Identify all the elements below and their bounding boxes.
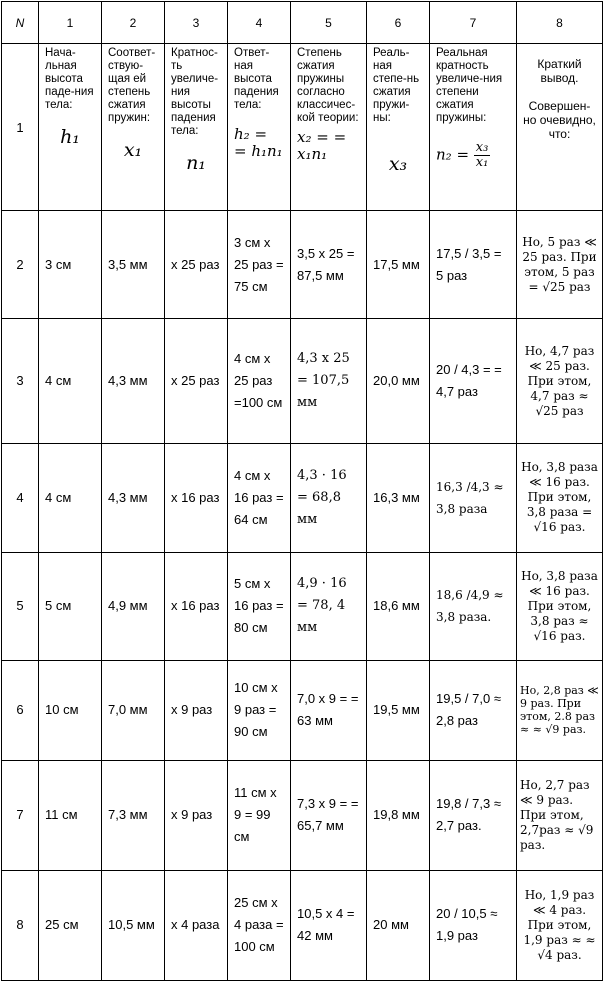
col-number-n: N: [2, 2, 39, 44]
cell-h2: 3 см х 25 раз = 75 см: [228, 211, 291, 319]
table-row: [2, 660, 603, 760]
header-symbol: x₂ = = x₁n₁: [297, 128, 347, 164]
header-text-2: Совершен-но очевидно, что:: [523, 99, 596, 142]
cell-x2: 4,9 · 16 = 78, 4 мм: [291, 552, 367, 660]
cell-h1: 3 см: [39, 211, 102, 319]
cell-n1: х 4 раза: [165, 870, 228, 980]
cell-x3: 20 мм: [367, 870, 430, 980]
cell-x1: 7,3 мм: [102, 760, 165, 870]
col-number-4: 4: [228, 2, 291, 44]
cell-h1: 11 см: [39, 760, 102, 870]
cell-n1: х 9 раз: [165, 760, 228, 870]
cell-x3: 20,0 мм: [367, 319, 430, 444]
header-initial-height: [39, 44, 102, 211]
cell-n1: х 9 раз: [165, 660, 228, 760]
cell-conclusion: Но, 5 раз ≪ 25 раз. При этом, 5 раз = √25 раз: [517, 211, 603, 319]
cell-x2: 4,3 · 16 = 68,8 мм: [291, 444, 367, 552]
header-text: Степень сжатия пружины согласно классичес-кой теории:: [297, 47, 359, 125]
cell-x2: 7,3 х 9 = = 65,7 мм: [291, 760, 367, 870]
cell-conclusion: Но, 3,8 раза ≪ 16 раз. При этом, 3,8 раза = √16 раз.: [517, 444, 603, 552]
data-table: [1, 1, 603, 981]
cell-n1: х 16 раз: [165, 552, 228, 660]
col-number-1: 1: [39, 2, 102, 44]
col-number-2: 2: [102, 2, 165, 44]
cell-x3: 19,5 мм: [367, 660, 430, 760]
row-index: 8: [2, 870, 39, 980]
fraction-numerator: x₃: [475, 140, 489, 156]
cell-h1: 5 см: [39, 552, 102, 660]
cell-x2: 7,0 х 9 = = 63 мм: [291, 660, 367, 760]
header-text: Нача-льная высота паде-ния тела:: [45, 47, 94, 112]
cell-n2: 20 / 10,5 ≈ 1,9 раз: [430, 870, 517, 980]
cell-x2: 4,3 х 25 = 107,5 мм: [291, 319, 367, 444]
cell-conclusion: Но, 3,8 раза ≪ 16 раз. При этом, 3,8 раз ≈ √16 раз.: [517, 552, 603, 660]
table-row: [2, 444, 603, 552]
cell-n2: 18,6 /4,9 ≈ 3,8 раза.: [430, 552, 517, 660]
header-symbol: h₂ = = h₁n₁: [234, 125, 283, 161]
cell-h2: 5 см х 16 раз = 80 см: [228, 552, 291, 660]
header-symbol: h₁: [60, 126, 80, 149]
table-row: [2, 211, 603, 319]
header-classical-compression: [291, 44, 367, 211]
col-number-7: 7: [430, 2, 517, 44]
cell-x3: 19,8 мм: [367, 760, 430, 870]
col-number-8: 8: [517, 2, 603, 44]
cell-h2: 4 см х 16 раз = 64 см: [228, 444, 291, 552]
cell-n2: 19,8 / 7,3 ≈ 2,7 раз.: [430, 760, 517, 870]
header-symbol-lhs: n₂ =: [436, 145, 470, 164]
header-row: [2, 44, 603, 211]
cell-n1: х 25 раз: [165, 211, 228, 319]
cell-x1: 10,5 мм: [102, 870, 165, 980]
cell-conclusion: Но, 2,8 раз ≪ 9 раз. При этом, 2.8 раз ≈ ≈ √9 раз.: [517, 660, 603, 760]
cell-conclusion: Но, 1,9 раз ≪ 4 раз. При этом, 1,9 раз ≈ ≈ √4 раз.: [517, 870, 603, 980]
cell-x2: 10,5 х 4 = 42 мм: [291, 870, 367, 980]
cell-n2: 17,5 / 3,5 = 5 раз: [430, 211, 517, 319]
table-row: [2, 870, 603, 980]
header-symbol: x₃: [388, 153, 408, 176]
row-index: 7: [2, 760, 39, 870]
cell-x1: 4,3 мм: [102, 319, 165, 444]
cell-h1: 10 см: [39, 660, 102, 760]
col-number-6: 6: [367, 2, 430, 44]
cell-x3: 17,5 мм: [367, 211, 430, 319]
header-spring-compression: [102, 44, 165, 211]
table-row: [2, 319, 603, 444]
header-text: Соответ-ствую-щая ей степень сжатия пружин:: [108, 47, 156, 125]
cell-h1: 4 см: [39, 319, 102, 444]
cell-conclusion: Но, 4,7 раз ≪ 25 раз. При этом, 4,7 раз ≈ √25 раз: [517, 319, 603, 444]
header-real-multiplier: [430, 44, 517, 211]
cell-h1: 4 см: [39, 444, 102, 552]
header-conclusion: [517, 44, 603, 211]
cell-h1: 25 см: [39, 870, 102, 980]
row-index: 3: [2, 319, 39, 444]
header-real-compression: [367, 44, 430, 211]
cell-n2: 19,5 / 7,0 ≈ 2,8 раз: [430, 660, 517, 760]
cell-x3: 18,6 мм: [367, 552, 430, 660]
header-text: Краткий вывод.: [537, 57, 582, 86]
header-symbol: [436, 141, 510, 170]
cell-x1: 4,3 мм: [102, 444, 165, 552]
cell-x1: 4,9 мм: [102, 552, 165, 660]
row-index: 6: [2, 660, 39, 760]
row-index: 4: [2, 444, 39, 552]
fraction-denominator: x₁: [475, 155, 489, 171]
col-number-3: 3: [165, 2, 228, 44]
cell-n1: х 25 раз: [165, 319, 228, 444]
row-index: 2: [2, 211, 39, 319]
col-number-5: 5: [291, 2, 367, 44]
cell-n2: 20 / 4,3 = = 4,7 раз: [430, 319, 517, 444]
header-row-index: 1: [2, 44, 39, 211]
cell-h2: 11 см х 9 = 99 см: [228, 760, 291, 870]
cell-x1: 7,0 мм: [102, 660, 165, 760]
cell-x2: 3,5 х 25 = 87,5 мм: [291, 211, 367, 319]
cell-h2: 10 см х 9 раз = 90 см: [228, 660, 291, 760]
cell-n1: х 16 раз: [165, 444, 228, 552]
header-symbol: x₁: [123, 139, 143, 162]
header-text: Реальная кратность увеличе-ния степени сжатия пружины:: [436, 47, 503, 125]
header-text: Реаль-ная степе-нь сжатия пружи-ны:: [373, 47, 420, 125]
cell-h2: 4 см х 25 раз =100 см: [228, 319, 291, 444]
header-symbol-fraction: [474, 141, 491, 170]
header-text: Ответ-ная высота падения тела:: [234, 47, 279, 112]
header-response-height: [228, 44, 291, 211]
column-number-row: [2, 2, 603, 44]
header-text: Кратнос-ть увеличе-ния высоты падения тела:: [171, 47, 219, 138]
cell-x3: 16,3 мм: [367, 444, 430, 552]
header-symbol: n₁: [186, 152, 206, 175]
cell-n2: 16,3 /4,3 ≈ 3,8 раза: [430, 444, 517, 552]
header-height-multiplier: [165, 44, 228, 211]
table-row: [2, 760, 603, 870]
cell-h2: 25 см х 4 раза = 100 см: [228, 870, 291, 980]
cell-x1: 3,5 мм: [102, 211, 165, 319]
table-row: [2, 552, 603, 660]
cell-conclusion: Но, 2,7 раз ≪ 9 раз. При этом, 2,7раз ≈ √9 раз.: [517, 760, 603, 870]
row-index: 5: [2, 552, 39, 660]
